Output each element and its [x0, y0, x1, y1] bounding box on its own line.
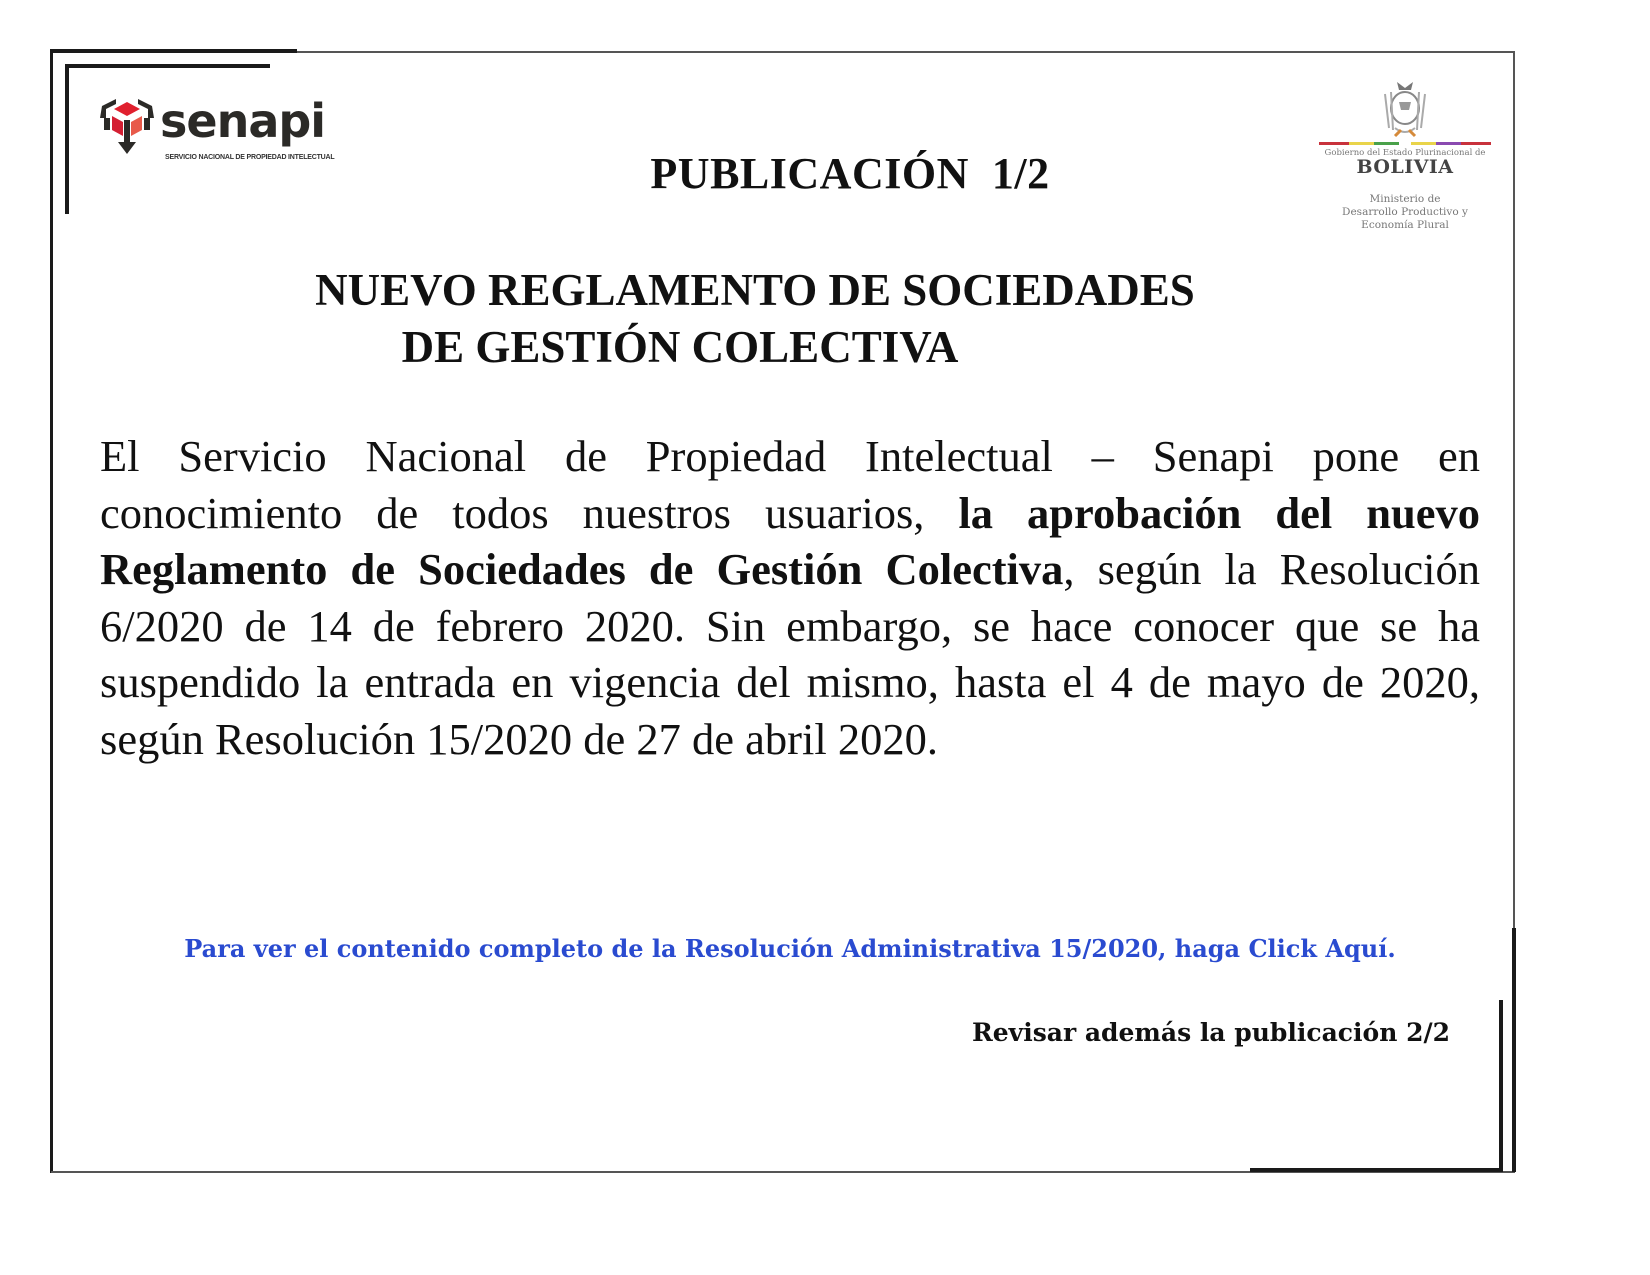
bolivia-ministry-logo: [1305, 68, 1505, 258]
bolivia-coat-of-arms-icon: [1371, 74, 1439, 142]
corner-bracket-top-left-vertical: [65, 64, 69, 214]
senapi-cube-icon: [96, 96, 158, 158]
frame-left-line: [50, 49, 53, 1173]
corner-bracket-bottom-right-vertical: [1499, 1000, 1503, 1172]
publication-label: PUBLICACIÓN 1/2: [650, 149, 1050, 198]
see-also-note: Revisar además la publicación 2/2: [971, 1018, 1450, 1047]
senapi-wordmark: senapi: [160, 94, 326, 148]
ministry-line: Economía Plural: [1361, 219, 1449, 231]
ministry-line: Ministerio de: [1369, 193, 1441, 205]
resolution-link[interactable]: Para ver el contenido completo de la Resolución Administrativa 15/2020, haga Click Aquí.: [184, 934, 1396, 963]
paragraph-text-part-1: El Servicio Nacional de Propiedad Intelectual – Senapi pone en conocimiento de todos nuestros usuarios,: [100, 431, 1480, 538]
corner-bracket-bottom-right-outer: [1512, 928, 1516, 1172]
announcement-paragraph: [100, 428, 1480, 767]
country-name: BOLIVIA: [1356, 156, 1454, 178]
corner-bracket-bottom-right-horizontal: [1250, 1168, 1503, 1172]
government-label: Gobierno del Estado Plurinacional de: [1324, 148, 1486, 158]
senapi-logo: [96, 96, 336, 166]
title-line-1: NUEVO REGLAMENTO DE SOCIEDADES: [315, 265, 1195, 315]
document-title: [200, 262, 1310, 376]
ministry-line: Desarrollo Productivo y: [1342, 206, 1468, 218]
flag-color-stripe: [1319, 142, 1491, 145]
paragraph-emphasis: la aprobación del nuevo Reglamento de Sociedades de Gestión Colectiva: [100, 487, 1480, 594]
corner-bracket-top-left-horizontal: [65, 64, 270, 68]
paragraph-text-part-2: , según la Resolución 6/2020 de 14 de febrero 2020. Sin embargo, se hace conocer que se ha suspendido la entrada en vigencia del mismo, hasta el 4 de mayo de 2020, según Resolución 15/2020 de 27 de abril 2020.: [100, 544, 1480, 764]
title-line-2: DE GESTIÓN COLECTIVA: [401, 322, 959, 372]
senapi-tagline: SERVICIO NACIONAL DE PROPIEDAD INTELECTUAL: [165, 154, 335, 161]
ministry-name: [1305, 193, 1505, 232]
frame-top-accent: [52, 49, 297, 53]
